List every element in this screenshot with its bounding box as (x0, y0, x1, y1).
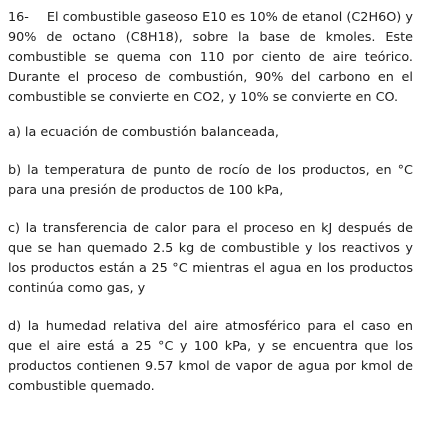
item-b (8, 161, 413, 201)
item-a-label: a) (8, 125, 21, 140)
document-body (8, 8, 413, 397)
item-b-label: b) (8, 163, 22, 178)
problem-text: El combustible gaseoso E10 es 10% de etanol (C2H6O) y 90% de octano (C8H18), sobre la base de kmoles. Este combustible se quema con 110 por ciento de aire teórico. Durante el proceso de combustión, 90% del carbono en el combustible se convierte en CO2, y 10% se convierte en CO. (8, 10, 413, 105)
item-d-label: d) (8, 319, 22, 334)
item-a-text: la ecuación de combustión balanceada, (24, 125, 279, 140)
problem-statement (8, 8, 413, 108)
item-d-text: la humedad relativa del aire atmosférico para el caso en que el aire está a 25 °C y 100 kPa, y se encuentra que los productos contienen 9.57 kmol de vapor de agua por kmol de combustible quemado. (8, 319, 413, 394)
item-c (8, 219, 413, 299)
item-a (8, 123, 413, 143)
item-d (8, 317, 413, 397)
item-b-text: la temperatura de punto de rocío de los productos, en °C para una presión de productos de 100 kPa, (8, 163, 413, 198)
item-c-text: la transferencia de calor para el proceso en kJ después de que se han quemado 2.5 kg de combustible y los reactivos y los productos están a 25 °C mientras el agua en los productos continúa como gas, y (8, 221, 413, 296)
problem-number: 16- (8, 10, 29, 25)
item-c-label: c) (8, 221, 21, 236)
